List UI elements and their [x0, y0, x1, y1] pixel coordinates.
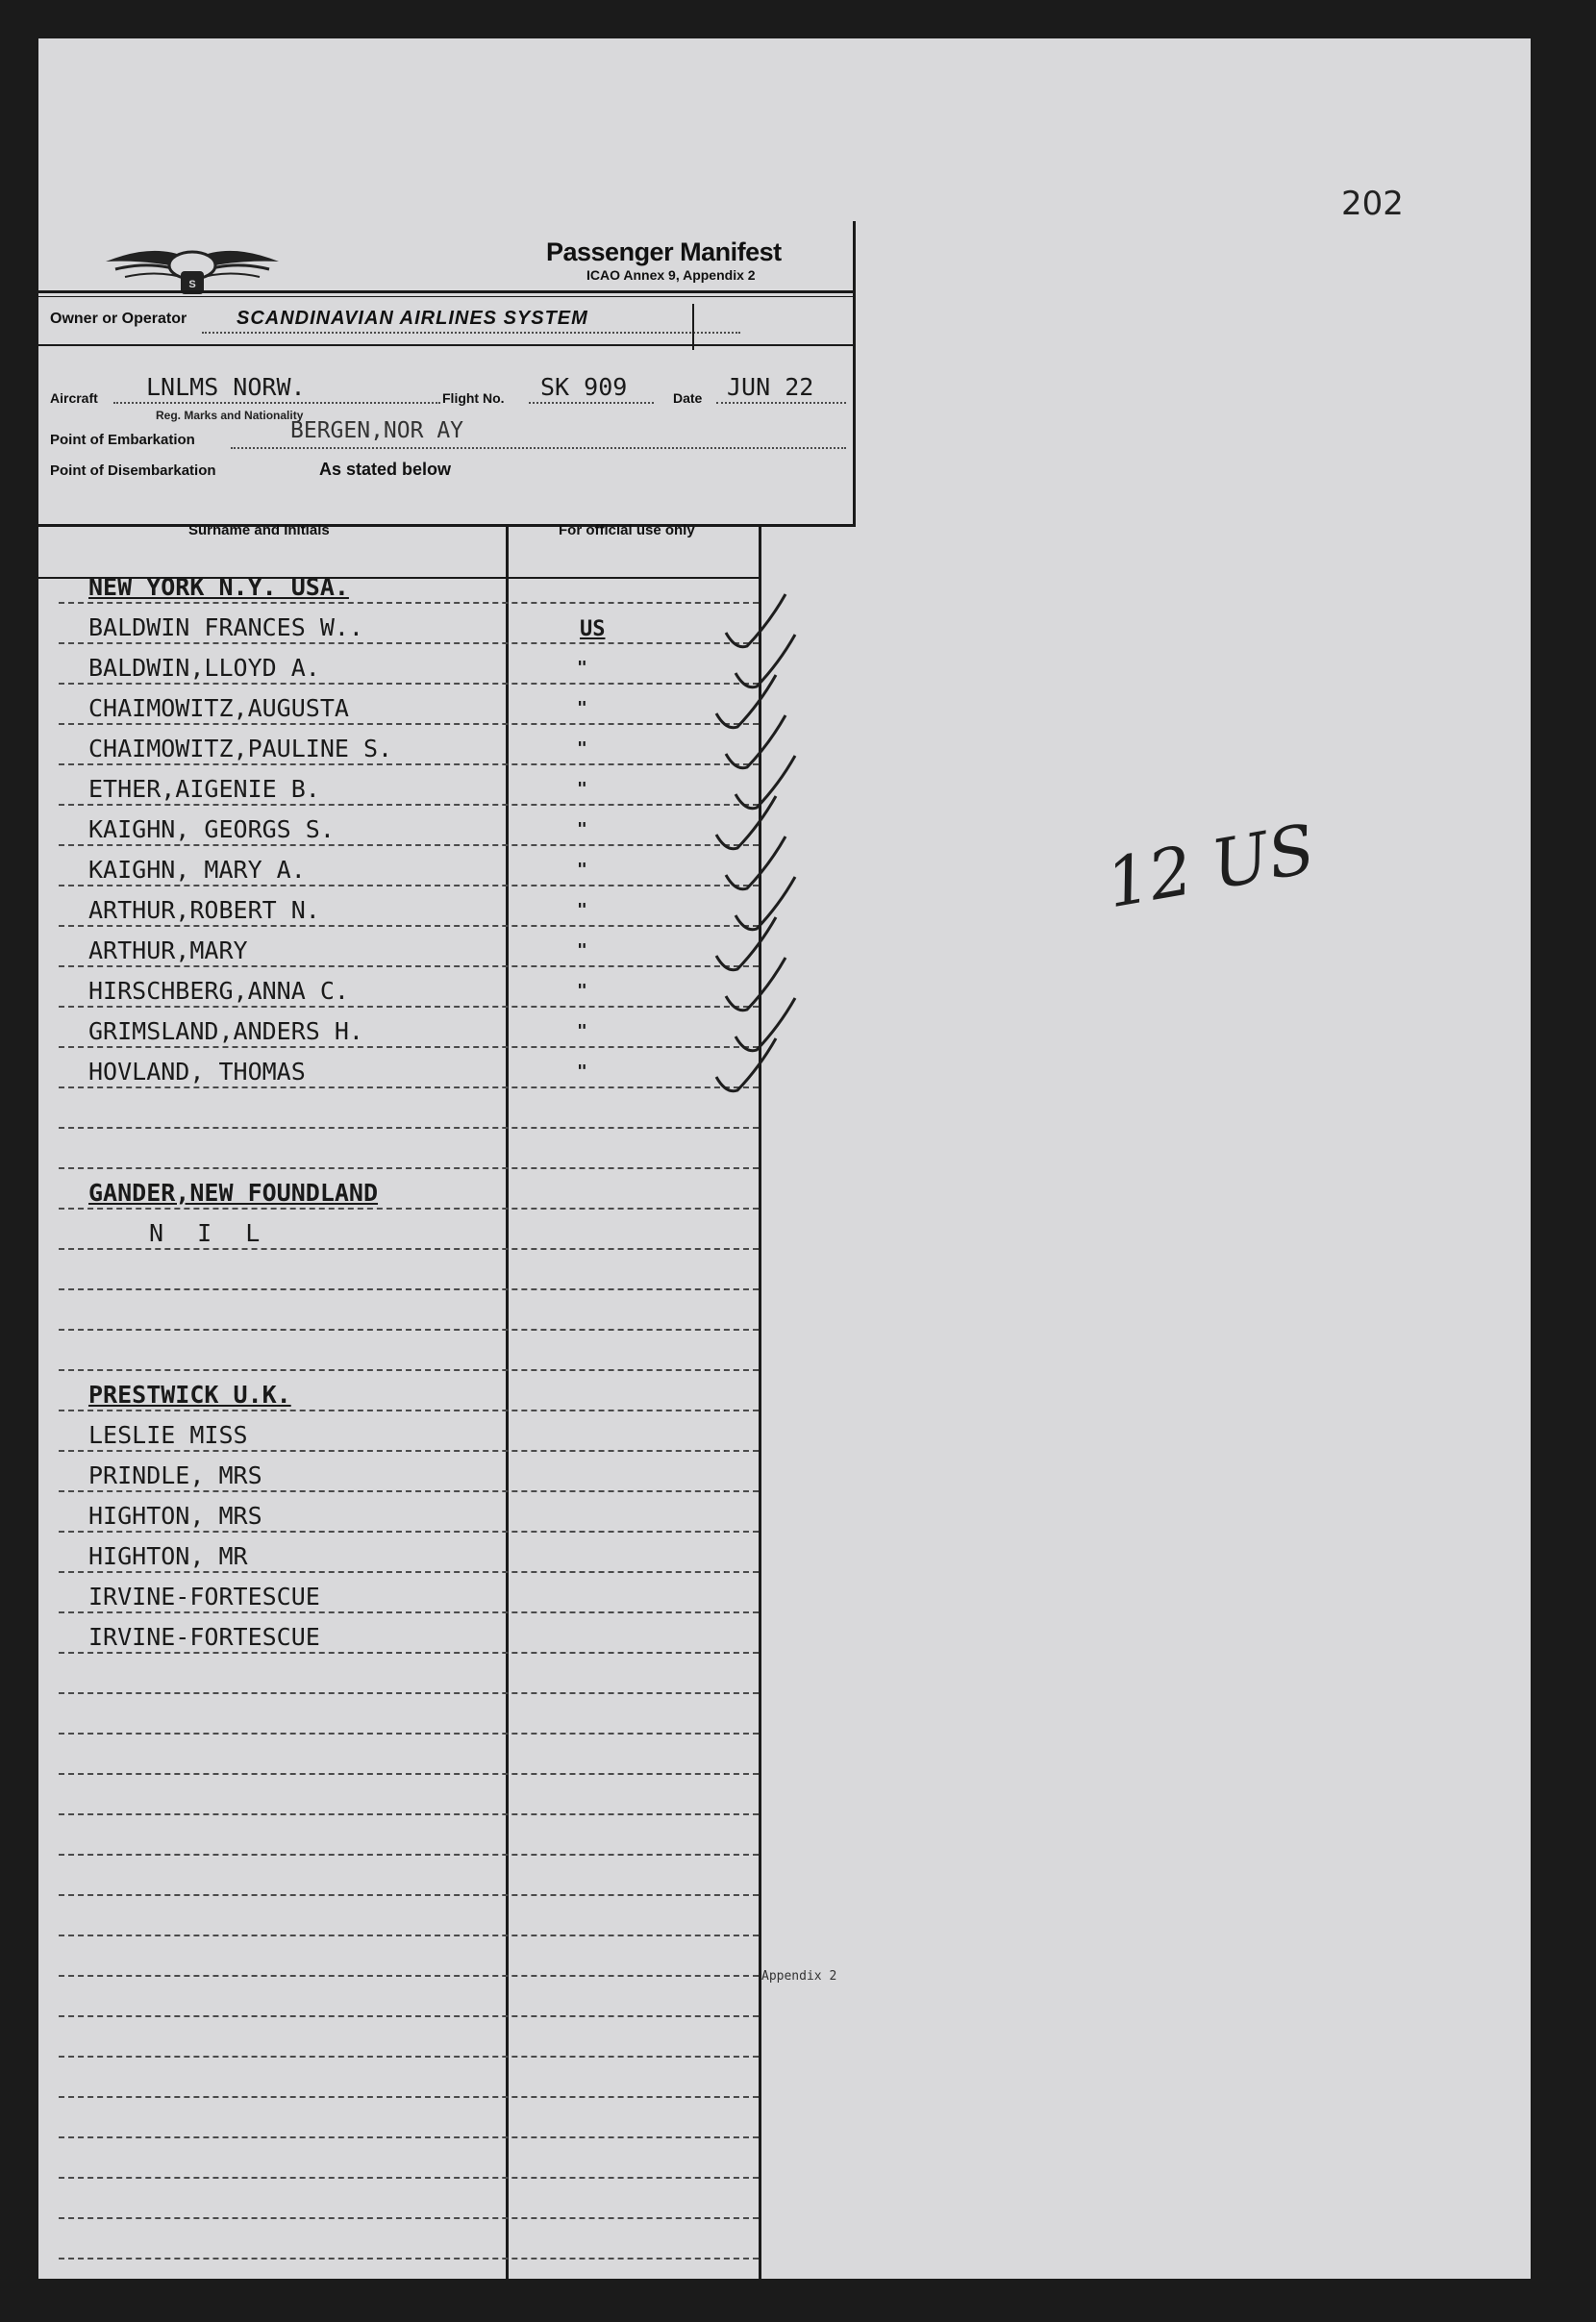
table-row-line — [59, 2015, 759, 2017]
column-header-name: Surname and Initials — [188, 522, 330, 538]
form-subtitle: ICAO Annex 9, Appendix 2 — [586, 267, 756, 283]
table-row-line — [59, 1571, 759, 1573]
nationality-code: " — [577, 981, 587, 1001]
form-title: Passenger Manifest — [546, 237, 782, 266]
table-row-line — [59, 1046, 759, 1048]
passenger-name: N I L — [149, 1219, 270, 1247]
embarkation-underline — [231, 447, 846, 449]
table-row-line — [59, 723, 759, 725]
column-header-official: For official use only — [559, 522, 695, 538]
table-row-line — [59, 642, 759, 644]
table-row-line — [59, 1611, 759, 1613]
passenger-name: CHAIMOWITZ,AUGUSTA — [88, 694, 349, 722]
table-row-line — [59, 763, 759, 765]
passenger-name: HIGHTON, MR — [88, 1542, 248, 1570]
passenger-name: BALDWIN,LLOYD A. — [88, 654, 320, 682]
table-row-line — [59, 1692, 759, 1694]
table-row-line — [59, 2136, 759, 2138]
table-row-line — [59, 965, 759, 967]
aircraft-underline — [113, 402, 440, 404]
nationality-code: " — [577, 900, 587, 920]
table-row-line — [59, 1208, 759, 1210]
table-row-line — [59, 885, 759, 886]
passenger-name: IRVINE-FORTESCUE — [88, 1623, 320, 1651]
table-row-line — [59, 683, 759, 685]
nationality-code: " — [577, 1061, 587, 1082]
passenger-name: CHAIMOWITZ,PAULINE S. — [88, 735, 393, 762]
section-heading: GANDER,NEW FOUNDLAND — [88, 1179, 379, 1207]
section-heading: PRESTWICK U.K. — [88, 1381, 291, 1409]
passenger-name: ETHER,AIGENIE B. — [88, 775, 320, 803]
nationality-code: " — [577, 1021, 587, 1041]
airline-wings-logo-icon — [96, 223, 288, 312]
passenger-name: IRVINE-FORTESCUE — [88, 1583, 320, 1610]
table-row-line — [59, 925, 759, 927]
table-row-line — [59, 1733, 759, 1735]
passenger-name: ARTHUR,MARY — [88, 936, 248, 964]
date-label: Date — [673, 390, 703, 406]
embarkation-label: Point of Embarkation — [50, 432, 195, 448]
aircraft-value: LNLMS NORW. — [146, 373, 306, 401]
table-row-line — [59, 1894, 759, 1896]
footer-note: Appendix 2 — [761, 1969, 837, 1984]
nationality-code: " — [577, 860, 587, 880]
nationality-code: " — [577, 819, 587, 839]
owner-value: SCANDINAVIAN AIRLINES SYSTEM — [237, 308, 588, 329]
table-row-line — [59, 1854, 759, 1856]
passenger-name: LESLIE MISS — [88, 1421, 248, 1449]
table-row-line — [59, 804, 759, 806]
passenger-name: HIRSCHBERG,ANNA C. — [88, 977, 349, 1005]
table-row-line — [59, 1813, 759, 1815]
date-underline — [716, 402, 846, 404]
nationality-code: " — [577, 940, 587, 961]
aircraft-label: Aircraft — [50, 390, 98, 406]
flight-value: SK 909 — [540, 373, 628, 401]
header-rule-thin — [38, 296, 856, 297]
table-row-line — [59, 1652, 759, 1654]
table-row-line — [59, 1329, 759, 1331]
passenger-name: GRIMSLAND,ANDERS H. — [88, 1017, 363, 1045]
table-row-line — [59, 1248, 759, 1250]
header-box-right — [853, 221, 856, 527]
flight-label: Flight No. — [442, 390, 505, 406]
table-row-line — [59, 2056, 759, 2058]
table-row-line — [59, 1975, 759, 1977]
passenger-name: KAIGHN, MARY A. — [88, 856, 306, 884]
reg-marks-label: Reg. Marks and Nationality — [156, 409, 304, 422]
table-row-line — [59, 2258, 759, 2260]
owner-label: Owner or Operator — [50, 311, 187, 327]
table-row-line — [59, 1006, 759, 1008]
table-row-line — [59, 1288, 759, 1290]
nationality-code: " — [577, 658, 587, 678]
nationality-code: US — [580, 617, 606, 641]
table-row-line — [59, 1531, 759, 1533]
nationality-code: " — [577, 779, 587, 799]
passenger-name: PRINDLE, MRS — [88, 1461, 262, 1489]
passenger-name: ARTHUR,ROBERT N. — [88, 896, 320, 924]
page-number: 202 — [1341, 185, 1404, 223]
header-box-bottom — [38, 524, 856, 527]
passenger-name: HOVLAND, THOMAS — [88, 1058, 306, 1086]
passenger-name: BALDWIN FRANCES W.. — [88, 613, 363, 641]
table-row-line — [59, 1086, 759, 1088]
passenger-name: HIGHTON, MRS — [88, 1502, 262, 1530]
table-row-line — [59, 844, 759, 846]
embarkation-value: BERGEN,NOR AY — [290, 418, 464, 443]
nationality-code: " — [577, 698, 587, 718]
table-row-line — [59, 2217, 759, 2219]
owner-underline — [202, 332, 740, 334]
table-row-line — [59, 2177, 759, 2179]
svg-text:S: S — [188, 279, 196, 290]
manifest-page — [38, 38, 1531, 2279]
table-row-line — [59, 1167, 759, 1169]
section-heading: NEW YORK N.Y. USA. — [88, 573, 349, 601]
disembarkation-value: As stated below — [319, 460, 452, 479]
flight-underline — [529, 402, 654, 404]
table-right-border — [759, 524, 761, 2279]
table-row-line — [59, 602, 759, 604]
table-row-line — [59, 1410, 759, 1411]
header-rule — [38, 290, 856, 293]
table-row-line — [59, 1369, 759, 1371]
owner-tick — [692, 304, 694, 350]
table-row-line — [59, 1490, 759, 1492]
table-row-line — [59, 1935, 759, 1936]
passenger-name: KAIGHN, GEORGS S. — [88, 815, 335, 843]
table-row-line — [59, 1773, 759, 1775]
nationality-code: " — [577, 738, 587, 759]
table-row-line — [59, 1450, 759, 1452]
date-value: JUN 22 — [727, 373, 814, 401]
disembarkation-label: Point of Disembarkation — [50, 462, 216, 479]
owner-rule — [38, 344, 856, 346]
handwritten-note: 12 US — [1100, 809, 1321, 924]
table-row-line — [59, 1127, 759, 1129]
table-row-line — [59, 2096, 759, 2098]
